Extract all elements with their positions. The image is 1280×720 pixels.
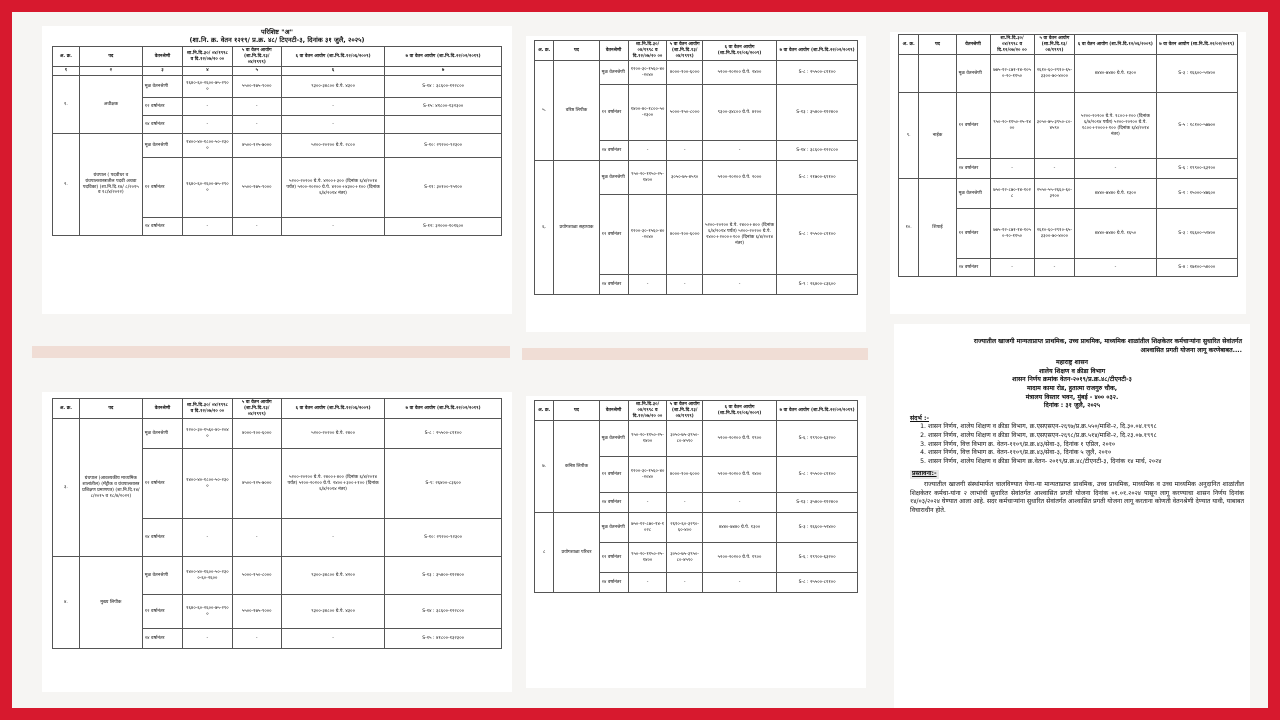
table-panel-5 bbox=[526, 396, 866, 688]
sixth-pay-cell: - bbox=[281, 629, 384, 649]
fifth-pay-cell: - bbox=[667, 573, 703, 593]
references-title: संदर्भ :- bbox=[910, 414, 930, 422]
gr-1998-cell: ९५०-२०-११५०-२५-१४०० bbox=[628, 161, 667, 195]
fifth-pay-cell: ३०५०-७५-३९५०-८०-४५९० bbox=[667, 543, 703, 573]
fifth-pay-cell: - bbox=[1034, 159, 1075, 179]
fifth-pay-cell: - bbox=[232, 116, 281, 134]
grade-cell: १२ वर्षानंतर bbox=[956, 93, 990, 159]
gr-1998-cell: - bbox=[628, 573, 667, 593]
seventh-pay-cell: S-८ : २५५००-८११०० bbox=[777, 195, 858, 275]
fifth-pay-cell: - bbox=[232, 218, 281, 236]
references-list bbox=[894, 423, 1250, 466]
seventh-pay-cell: S-८ : २१७००-६९१०० bbox=[777, 161, 858, 195]
header-row bbox=[899, 35, 1238, 55]
col-num: ४ bbox=[183, 67, 232, 76]
post-header: पद bbox=[554, 41, 599, 61]
seventh-pay-cell: S-३ : १६६००-५२४०० bbox=[777, 513, 858, 543]
seventh-pay-header: ७ वा वेतन आयोग (शा.नि.दि.२२/०२/२०१९) bbox=[385, 399, 502, 419]
post-cell: मुख्य लिपीक bbox=[79, 557, 142, 649]
grade-cell: मूळ वेतनश्रेणी bbox=[599, 421, 628, 457]
gr-1998-cell: - bbox=[990, 159, 1034, 179]
pay-table-2 bbox=[534, 40, 858, 295]
sixth-pay-header: ६ वा वेतन आयोग (शा.नि.दि.१२/०६/२००९) bbox=[281, 47, 384, 67]
sr-header: अ. क्र. bbox=[53, 399, 80, 419]
gr-number: शासन निर्णय क्रमांक वेतन-२०१९/प्र.क्र.४८/टीएनटी-३ bbox=[1012, 376, 1132, 384]
col-num: ३ bbox=[142, 67, 182, 76]
sixth-pay-cell: - bbox=[1075, 259, 1156, 277]
sixth-pay-cell: ४४४०-७४४० ग्रे.पे. १६५० bbox=[1075, 209, 1156, 259]
seventh-pay-cell: S-१३ : ३५४००-११२४०० bbox=[777, 493, 858, 513]
seventh-pay-cell bbox=[385, 116, 502, 134]
reference-item: 4. शासन निर्णय, वित्त विभाग क्र. वेतन-११०९/प्र.क्र.४३/सेवा-३, दिनांक ५ जुलै, २०१० bbox=[928, 449, 1244, 458]
grade-header: वेतनश्रेणी bbox=[599, 41, 628, 61]
seventh-pay-cell: S-३ : १६६००-५२४०० bbox=[1156, 209, 1237, 259]
seventh-pay-cell: S-१०: २९२००-९२३०० bbox=[385, 519, 502, 557]
sixth-pay-cell: ९३००-३४८०० ग्रे.पे. ४२०० bbox=[702, 85, 776, 141]
sr-cell: २. bbox=[53, 134, 80, 236]
gr-1998-cell: ९५०-२०-११५०-२५-१४०० bbox=[628, 543, 667, 573]
post-cell bbox=[919, 55, 956, 93]
sr-header: अ. क्र. bbox=[535, 401, 554, 421]
seventh-pay-cell: S-१५ : ४१८००-१३२३०० bbox=[385, 629, 502, 649]
sixth-pay-cell: ५२००-२०२०० ग्रे.पे. २००० bbox=[702, 161, 776, 195]
col-num: ६ bbox=[281, 67, 384, 76]
reference-item: 5. शासन निर्णय, शालेय शिक्षण व क्रीडा विभाग क्र.वेतन- २०१९/प्र.क्र.४८/टीएनटी-३, दिनांक १४ मार्च, २०२४ bbox=[928, 458, 1244, 467]
fifth-pay-cell: २६१०-६०-३२९०-६०-४०० bbox=[667, 513, 703, 543]
post-cell: प्रयोगशाळा सहाय्यक bbox=[554, 161, 599, 295]
fifth-pay-cell: ५०००-१५०-८००० bbox=[232, 557, 281, 595]
seventh-pay-cell: S-३ : १६६००-५२४०० bbox=[1156, 55, 1237, 93]
gr-1998-cell: १६४०-६०-२६००-७५-२९०० bbox=[183, 158, 232, 218]
pay-table-5 bbox=[534, 400, 858, 593]
post-cell: वरिष्ठ लिपीक bbox=[554, 61, 599, 161]
grade-cell: मूळ वेतनश्रेणी bbox=[599, 61, 628, 85]
pay-table-1 bbox=[52, 46, 502, 236]
col-num: १ bbox=[53, 67, 80, 76]
fifth-pay-cell: ५५००-१७५-९००० bbox=[232, 158, 281, 218]
table-row bbox=[53, 134, 502, 158]
fifth-pay-cell: ३०५०-७५-४५९० bbox=[667, 161, 703, 195]
sr-cell: ६. bbox=[535, 161, 554, 295]
pay-table-3 bbox=[898, 34, 1238, 277]
annexure-title: परिशिष्ट "अ" bbox=[261, 28, 293, 36]
seventh-pay-cell: S-१ : १५०००-४७६०० bbox=[1156, 179, 1237, 209]
post-header: पद bbox=[79, 47, 142, 67]
fifth-pay-cell: - bbox=[667, 141, 703, 161]
seventh-pay-header: ७ वा वेतन आयोग (शा.नि.दि.२२/०२/२०१९) bbox=[777, 401, 858, 421]
table-panel-2 bbox=[526, 36, 866, 332]
sixth-pay-cell: ९३००-३४८०० ग्रे.पे. ४२०० bbox=[281, 557, 384, 595]
post-cell: नाईक bbox=[919, 93, 956, 179]
sixth-pay-cell: ९३००-३४८०० ग्रे.पे. ४३०० bbox=[281, 76, 384, 98]
grade-cell: १२ वर्षानंतर bbox=[142, 595, 182, 629]
gr-1998-cell: १२००-३०-१५६०-४०-२०४० bbox=[628, 195, 667, 275]
sixth-pay-header: ६ वा वेतन आयोग (शा.नि.दि.१२/०६/२००९) bbox=[281, 399, 384, 419]
sr-header: अ. क्र. bbox=[53, 47, 80, 67]
grade-cell: मूळ वेतनश्रेणी bbox=[142, 76, 182, 98]
table-row bbox=[535, 421, 858, 457]
sixth-pay-cell: ४४४०-७४४० ग्रे.पे. १३०० bbox=[702, 513, 776, 543]
grade-cell: १२ वर्षानंतर bbox=[599, 195, 628, 275]
fifth-pay-header: ५ वा वेतन आयोग (शा.नि.दि.१३/ ०४/१९९९) bbox=[232, 47, 281, 67]
fifth-pay-cell: - bbox=[232, 98, 281, 116]
separator-strip bbox=[522, 348, 868, 360]
gr-address-1: मादाम कामा रोड, हुतात्मा राजगुरु चौक, bbox=[1026, 384, 1118, 392]
sr-cell: १०. bbox=[899, 179, 919, 277]
gr-1998-cell: १६४०-६०-२६००-७५-२९०० bbox=[183, 595, 232, 629]
seventh-pay-cell: S-१३ : ३५४००-११२४०० bbox=[777, 85, 858, 141]
table-row bbox=[535, 161, 858, 195]
fifth-pay-cell: - bbox=[232, 629, 281, 649]
gr-1998-cell: १६४०-६०-२६००-७५-२९०० bbox=[183, 76, 232, 98]
seventh-pay-cell: S-१२: ३२०००-१०१६०० bbox=[385, 218, 502, 236]
sixth-pay-cell: - bbox=[1075, 159, 1156, 179]
grade-header: वेतनश्रेणी bbox=[142, 47, 182, 67]
sixth-pay-cell: ४४४०-७४४० ग्रे.पे. १३०० bbox=[1075, 55, 1156, 93]
header-row bbox=[535, 401, 858, 421]
sixth-pay-cell: - bbox=[702, 493, 776, 513]
gr-1998-cell: १४००-४०-१८००-५०-२३०० bbox=[183, 449, 232, 519]
fifth-pay-cell: २५५०-५५-२६६०-६०-३२०० bbox=[1034, 179, 1075, 209]
gr-address-2: मंत्रालय विस्तार भवन, मुंबई - ४०० ०३२. bbox=[1025, 393, 1119, 401]
fifth-pay-header: ५ वा वेतन आयोग (शा.नि.दि.१३/ ०४/१९९९) bbox=[1034, 35, 1075, 55]
sixth-pay-cell: ५२००-२०२०० ग्रे.पे. १९०० bbox=[702, 421, 776, 457]
table-row bbox=[53, 76, 502, 98]
gr-1998-cell: ७५०-१२-८७०-१४-१०२८ bbox=[990, 179, 1034, 209]
gr-1998-cell: - bbox=[628, 493, 667, 513]
seventh-pay-cell: S-९: २६४००-८३६०० bbox=[385, 449, 502, 519]
table-row bbox=[535, 61, 858, 85]
fifth-pay-cell: ४०००-१००-६००० bbox=[667, 195, 703, 275]
grade-cell: १२ वर्षानंतर bbox=[599, 543, 628, 573]
gr-1998-cell: १४००-४०-१६००-५०-२३००-६०-२६०० bbox=[183, 557, 232, 595]
gr-1998-cell: ७७५-१२-८७१-१४-१०५०-२०-११५० bbox=[990, 55, 1034, 93]
gr-date: दिनांक : ३१ जुलै, २०२५ bbox=[1043, 402, 1101, 410]
gr-1998-cell: १४००-४०-१८००-५०-२३०० bbox=[183, 134, 232, 158]
seventh-pay-cell: S-८ : २५५००-८११०० bbox=[777, 61, 858, 85]
sr-cell: ५. bbox=[535, 61, 554, 161]
col-num: ७ bbox=[385, 67, 502, 76]
grade-cell: १२ वर्षानंतर bbox=[956, 209, 990, 259]
sixth-pay-cell: - bbox=[281, 519, 384, 557]
gr-1998-header: शा.नि.दि.३०/ ०४/१९९८ व दि.१२/०७/२० ०० bbox=[628, 401, 667, 421]
gr-1998-cell: १२००-३०-१५६०-४०-२०४० bbox=[628, 457, 667, 493]
reference-item: 3. शासन निर्णय, वित्त विभाग क्र. वेतन-११०९/प्र.क्र.४३/सेवा-३, दिनांक १ एप्रिल, २०१० bbox=[928, 441, 1244, 450]
post-cell: शिपाई bbox=[919, 179, 956, 277]
fifth-pay-cell: ४०००-१००-६००० bbox=[232, 419, 281, 449]
fifth-pay-cell: ३०५०-७५-३९५०-८०-४५९० bbox=[667, 421, 703, 457]
seventh-pay-cell: S-६ : १९९००-६३२०० bbox=[1156, 159, 1237, 179]
annexure-subtitle: (शा.नि. क्र. वेतन १२१९/ प्र.क्र. ४८/ टिएनटी-३, दिनांक ३१ जुलै, २०२५) bbox=[189, 36, 365, 44]
sixth-pay-cell: - bbox=[281, 218, 384, 236]
fifth-pay-cell: ४५००-१२५-७००० bbox=[232, 449, 281, 519]
seventh-pay-cell: S-११: ३०१००-९५१०० bbox=[385, 158, 502, 218]
gr-1998-header: शा.नि.दि.३०/ ०४/१९९८ व दि.१२/०७/२० ०० bbox=[990, 35, 1034, 55]
seventh-pay-cell: S-१५: ४१८००-१३२३०० bbox=[385, 98, 502, 116]
post-cell: अधीक्षक bbox=[79, 76, 142, 134]
table-row bbox=[899, 93, 1238, 159]
gr-1998-cell: - bbox=[183, 116, 232, 134]
sixth-pay-cell: ५२००-२०२०० ग्रे.पे. २४०० bbox=[702, 457, 776, 493]
grade-cell: मूळ वेतनश्रेणी bbox=[142, 134, 182, 158]
fifth-pay-cell: ४०००-१००-६००० bbox=[667, 457, 703, 493]
table-row bbox=[899, 179, 1238, 209]
seventh-pay-cell: S-१३ : ३५४००-११२४०० bbox=[385, 557, 502, 595]
gr-1998-cell: - bbox=[183, 629, 232, 649]
sixth-pay-cell: - bbox=[702, 573, 776, 593]
table-row bbox=[53, 419, 502, 449]
sixth-pay-cell: ५२००-२०२०० ग्रे.पे. २४००+४०० (दिनांक ६/४/२०१४ पर्यंत) ५२००-२०२०० ग्रे.पे. २४००+२०००+१०० (दिनांक ६/४/२०१४ नंतर) bbox=[702, 195, 776, 275]
column-number-row bbox=[53, 67, 502, 76]
fifth-pay-cell: ३०५०-७५-३९५०-८०-४५९० bbox=[1034, 93, 1075, 159]
sixth-pay-cell: ५२००-२०२०० ग्रे.पे. १८००+२०० (दिनांक ६/४/२०१४ पर्यंत) ५२००-२०२०० ग्रे.पे. १८००+२०००+१०० (दिनांक ६/४/२०१४ नंतर) bbox=[1075, 93, 1156, 159]
post-cell: प्रयोगशाळा परिचर bbox=[554, 513, 599, 593]
grade-cell: मूळ वेतनश्रेणी bbox=[142, 419, 182, 449]
gr-1998-header: शा.नि.दि.३०/ ०४/१९९८ व दि.१२/०७/२० ०० bbox=[183, 399, 232, 419]
grade-cell: मूळ वेतनश्रेणी bbox=[142, 557, 182, 595]
sr-cell: ८ bbox=[535, 513, 554, 593]
gr-1998-cell: - bbox=[990, 259, 1034, 277]
collage-canvas bbox=[12, 12, 1268, 708]
table-row bbox=[53, 557, 502, 595]
gr-1998-header: शा.नि.दि.३०/ ०४/१९९८ व दि.१२/०७/२० ०० bbox=[628, 41, 667, 61]
gr-government: महाराष्ट्र शासन bbox=[1056, 359, 1088, 367]
fifth-pay-cell: ४५००-१२५-७००० bbox=[232, 134, 281, 158]
seventh-pay-cell: S-५ : १८१००-५७७०० bbox=[1156, 93, 1237, 159]
fifth-pay-cell: - bbox=[667, 275, 703, 295]
seventh-pay-cell: S-४ : १७१००-५४००० bbox=[1156, 259, 1237, 277]
pay-table-4 bbox=[52, 398, 502, 649]
table-panel-4 bbox=[42, 392, 512, 692]
seventh-pay-header: ७ वा वेतन आयोग (शा.नि.दि.२२/०२/२०१९) bbox=[777, 41, 858, 61]
post-cell: ग्रंथपाल (आवश्यकीय माध्यमिक शालांतील) (मॅट्रीक व ग्रंथपालशास्त्र प्रशिक्षण प्रमाणपत्र) (शा.नि.दि.१४/ ८/२०१५ व १८/४/२०२२) bbox=[79, 419, 142, 557]
post-cell: कनिष्ठ लिपीक bbox=[554, 421, 599, 513]
grade-cell: मूळ वेतनश्रेणी bbox=[956, 179, 990, 209]
grade-cell: मूळ वेतनश्रेणी bbox=[599, 513, 628, 543]
sixth-pay-cell: ४४४०-७४४० ग्रे.पे. १३०० bbox=[1075, 179, 1156, 209]
seventh-pay-cell: S-६ : १९९००-६३२०० bbox=[777, 543, 858, 573]
seventh-pay-cell: S-१४ : ३८६००-१२२८०० bbox=[777, 141, 858, 161]
seventh-pay-cell: S-१४ : ३८६००-१२२८०० bbox=[385, 595, 502, 629]
sr-cell bbox=[899, 55, 919, 93]
seventh-pay-cell: S-१०: २९२००-९२३०० bbox=[385, 134, 502, 158]
fifth-pay-cell: २६१०-६०-२९१०-६५-३३००-७०-४००० bbox=[1034, 55, 1075, 93]
preamble-text: राज्यातील खाजगी संस्थांमार्फत चालविण्यात येणा-या मान्यताप्राप्त प्राथमिक, उच्च प्राथमिक, माध्यमिक व उच्च माध्यमिक अनुदानित शाळांतील शिक्षकेतर कर्मचा-यांना २ लाभांची सुधारित सेवांतर्गत आश्वासित प्रगती योजना दिनांक ०१.०१.२०२४ पासून लागू करण्याचा शासन निर्णय दिनांक १४/०३/२०२४ घेण्यात आला आहे. सदर कर्मचाऱ्यांना सुधारित सेवांतर्गत आश्वासित प्रगती योजना लागू करताना कोणती वेतनश्रेणी देण्यात यावी, याबाबत विचाराधीन होते. bbox=[910, 480, 1244, 514]
preamble-title: प्रस्तावना:- bbox=[912, 470, 937, 478]
grade-cell: २४ वर्षानंतर bbox=[599, 275, 628, 295]
sr-header: अ. क्र. bbox=[899, 35, 919, 55]
post-cell: ग्रंथपाल ( पदवीधर व ग्रंथपालशास्त्रातील पदवी अथवा पदविका) (शा.नि.दि.१४/ ८/२०१५ व १८/४/२०२२) bbox=[79, 134, 142, 236]
gr-1998-cell: - bbox=[628, 141, 667, 161]
fifth-pay-cell: ५५००-१७५-९००० bbox=[232, 76, 281, 98]
col-num: २ bbox=[79, 67, 142, 76]
table-row bbox=[535, 513, 858, 543]
sixth-pay-cell: - bbox=[702, 275, 776, 295]
grade-cell: २४ वर्षानंतर bbox=[599, 493, 628, 513]
seventh-pay-header: ७ वा वेतन आयोग (शा.नि.दि.२२/०२/२०१९) bbox=[385, 47, 502, 67]
sixth-pay-cell: - bbox=[281, 116, 384, 134]
post-header: पद bbox=[554, 401, 599, 421]
header-row bbox=[53, 47, 502, 67]
grade-header: वेतनश्रेणी bbox=[956, 35, 990, 55]
fifth-pay-cell: - bbox=[1034, 259, 1075, 277]
seventh-pay-cell: S-१४ : ३८६००-१२२८०० bbox=[385, 76, 502, 98]
gr-1998-cell: - bbox=[628, 275, 667, 295]
grade-cell: २४ वर्षानंतर bbox=[599, 573, 628, 593]
sixth-pay-header: ६ वा वेतन आयोग (शा.नि.दि.१२/०६/२००९) bbox=[702, 41, 776, 61]
separator-strip bbox=[32, 346, 510, 358]
reference-item: 2. शासन निर्णय, शालेय शिक्षण व क्रीडा विभाग, क्र.एसएसएन-२६९८/प्र.क्र.५१४/माशि-२, दि.२३.०७.१९९८ bbox=[928, 432, 1244, 441]
fifth-pay-header: ५ वा वेतन आयोग (शा.नि.दि.१३/ ०४/१९९९) bbox=[667, 41, 703, 61]
grade-cell: २४ वर्षानंतर bbox=[142, 218, 182, 236]
col-num: ५ bbox=[232, 67, 281, 76]
gr-1998-cell: १२००-३०-१५६०-४०-२०४० bbox=[628, 61, 667, 85]
fifth-pay-cell: २६१०-६०-२९१०-६५-३३००-७०-४००० bbox=[1034, 209, 1075, 259]
grade-cell: २४ वर्षानंतर bbox=[956, 259, 990, 277]
sixth-pay-cell: ५२००-२०२०० ग्रे.पे. २४००+४०० (दिनांक ६/४/२०१४ पर्यंत) ५२००-२०२०० ग्रे.पे. २४००+३००+१०० (दिनांक ६/४/२०१४ नंतर) bbox=[281, 449, 384, 519]
sixth-pay-cell: - bbox=[281, 98, 384, 116]
seventh-pay-cell: S-८ : २५५००-८११०० bbox=[385, 419, 502, 449]
grade-cell: १२ वर्षानंतर bbox=[142, 158, 182, 218]
gr-document bbox=[894, 324, 1250, 708]
table-panel-3 bbox=[890, 32, 1246, 314]
sixth-pay-header: ६ वा वेतन आयोग (शा.नि.दि.१२/०६/२००९) bbox=[1075, 35, 1156, 55]
seventh-pay-cell: S-८ : २५५००-८११०० bbox=[777, 457, 858, 493]
sixth-pay-cell: ५२००-२०२०० ग्रे.पे. २४०० bbox=[702, 61, 776, 85]
grade-header: वेतनश्रेणी bbox=[599, 401, 628, 421]
sixth-pay-cell: ५२००-२०२०० ग्रे.पे. १९०० bbox=[702, 543, 776, 573]
sr-header: अ. क्र. bbox=[535, 41, 554, 61]
grade-cell: मूळ वेतनश्रेणी bbox=[956, 55, 990, 93]
grade-cell: १२ वर्षानंतर bbox=[142, 449, 182, 519]
sixth-pay-cell: ५२००-२०२०० ग्रे.पे. २४०० bbox=[281, 419, 384, 449]
table-panel-1 bbox=[42, 26, 512, 314]
table-row bbox=[899, 55, 1238, 93]
seventh-pay-header: ७ वा वेतन आयोग (शा.नि.दि.२२/०२/२०१९) bbox=[1156, 35, 1237, 55]
header-row bbox=[535, 41, 858, 61]
fifth-pay-header: ५ वा वेतन आयोग (शा.नि.दि.१३/ ०४/१९९९) bbox=[667, 401, 703, 421]
gr-1998-cell: - bbox=[183, 98, 232, 116]
seventh-pay-cell: S-८ : २५५००-८११०० bbox=[777, 573, 858, 593]
grade-cell: मूळ वेतनश्रेणी bbox=[599, 161, 628, 195]
sr-cell: ४. bbox=[53, 557, 80, 649]
seventh-pay-cell: S-६ : १९९००-६३२०० bbox=[777, 421, 858, 457]
sixth-pay-cell: ५२००-२०२०० ग्रे.पे. २८०० bbox=[281, 134, 384, 158]
sixth-pay-cell: - bbox=[702, 141, 776, 161]
fifth-pay-cell: ५५००-१७५-९००० bbox=[232, 595, 281, 629]
grade-cell: २४ वर्षानंतर bbox=[142, 629, 182, 649]
fifth-pay-cell: ४०००-१००-६००० bbox=[667, 61, 703, 85]
post-header: पद bbox=[919, 35, 956, 55]
fifth-pay-header: ५ वा वेतन आयोग (शा.नि.दि.१३/ ०४/१९९९) bbox=[232, 399, 281, 419]
reference-item: 1. शासन निर्णय, शालेय शिक्षण व क्रीडा विभाग, क्र.एसएसएन-२६९७/प्र.क्र.५५०/माशि-२, दि.३०.०४.१९९८ bbox=[928, 423, 1244, 432]
grade-cell: २४ वर्षानंतर bbox=[142, 116, 182, 134]
grade-cell: १२ वर्षानंतर bbox=[142, 98, 182, 116]
grade-header: वेतनश्रेणी bbox=[142, 399, 182, 419]
gr-1998-cell: ९५०-२०-११५०-२५-१४०० bbox=[990, 93, 1034, 159]
gr-1998-cell: १२००-३०-१५६०-४०-२०४० bbox=[183, 419, 232, 449]
gr-department: शालेय शिक्षण व क्रीडा विभाग bbox=[1038, 367, 1106, 375]
grade-cell: १२ वर्षानंतर bbox=[599, 457, 628, 493]
sr-cell: ९. bbox=[899, 93, 919, 179]
gr-1998-cell: - bbox=[183, 519, 232, 557]
gr-1998-cell: १४००-४०-१८००-५०-२३०० bbox=[628, 85, 667, 141]
grade-cell: १२ वर्षानंतर bbox=[599, 85, 628, 141]
gr-1998-cell: ९५०-२०-११५०-२५-१४०० bbox=[628, 421, 667, 457]
seventh-pay-cell: S-९ : २६४००-८३६०० bbox=[777, 275, 858, 295]
grade-cell: २४ वर्षानंतर bbox=[142, 519, 182, 557]
header-row bbox=[53, 399, 502, 419]
sr-cell: ३. bbox=[53, 419, 80, 557]
post-header: पद bbox=[79, 399, 142, 419]
sixth-pay-cell: ९३००-३४८०० ग्रे.पे. ४३०० bbox=[281, 595, 384, 629]
sr-cell: ७. bbox=[535, 421, 554, 513]
fifth-pay-cell: ५०००-१५०-८००० bbox=[667, 85, 703, 141]
gr-1998-cell: ७७५-१२-८७१-१४-१०५०-२०-११५० bbox=[990, 209, 1034, 259]
sixth-pay-cell: ५२००-२०२०० ग्रे.पे. ४२००+३०० (दिनांक ६/४/२०१४ पर्यंत) ५२००-२०२०० ग्रे.पे. ४२००+४३००+१०० (दिनांक ६/४/२०१४ नंतर) bbox=[281, 158, 384, 218]
fifth-pay-cell: - bbox=[232, 519, 281, 557]
gr-subject: राज्यातील खाजगी मान्यताप्राप्त प्राथमिक, उच्च प्राथमिक, माध्यमिक शाळांतील शिक्षकेतर कर्मचाऱ्यांना सुधारित सेवांतर्गत आश्वासित प्रगती योजना लागू करणेबाबत.... bbox=[973, 338, 1242, 354]
grade-cell: २४ वर्षानंतर bbox=[956, 159, 990, 179]
sixth-pay-header: ६ वा वेतन आयोग (शा.नि.दि.१२/०६/२००९) bbox=[702, 401, 776, 421]
fifth-pay-cell: - bbox=[667, 493, 703, 513]
grade-cell: २४ वर्षानंतर bbox=[599, 141, 628, 161]
gr-1998-header: शा.नि.दि.३०/ ०४/१९९८ व दि.१२/०७/२० ०० bbox=[183, 47, 232, 67]
sr-cell: १. bbox=[53, 76, 80, 134]
gr-1998-cell: ७५०-१२-८७०-१४-१०२८ bbox=[628, 513, 667, 543]
gr-1998-cell: - bbox=[183, 218, 232, 236]
